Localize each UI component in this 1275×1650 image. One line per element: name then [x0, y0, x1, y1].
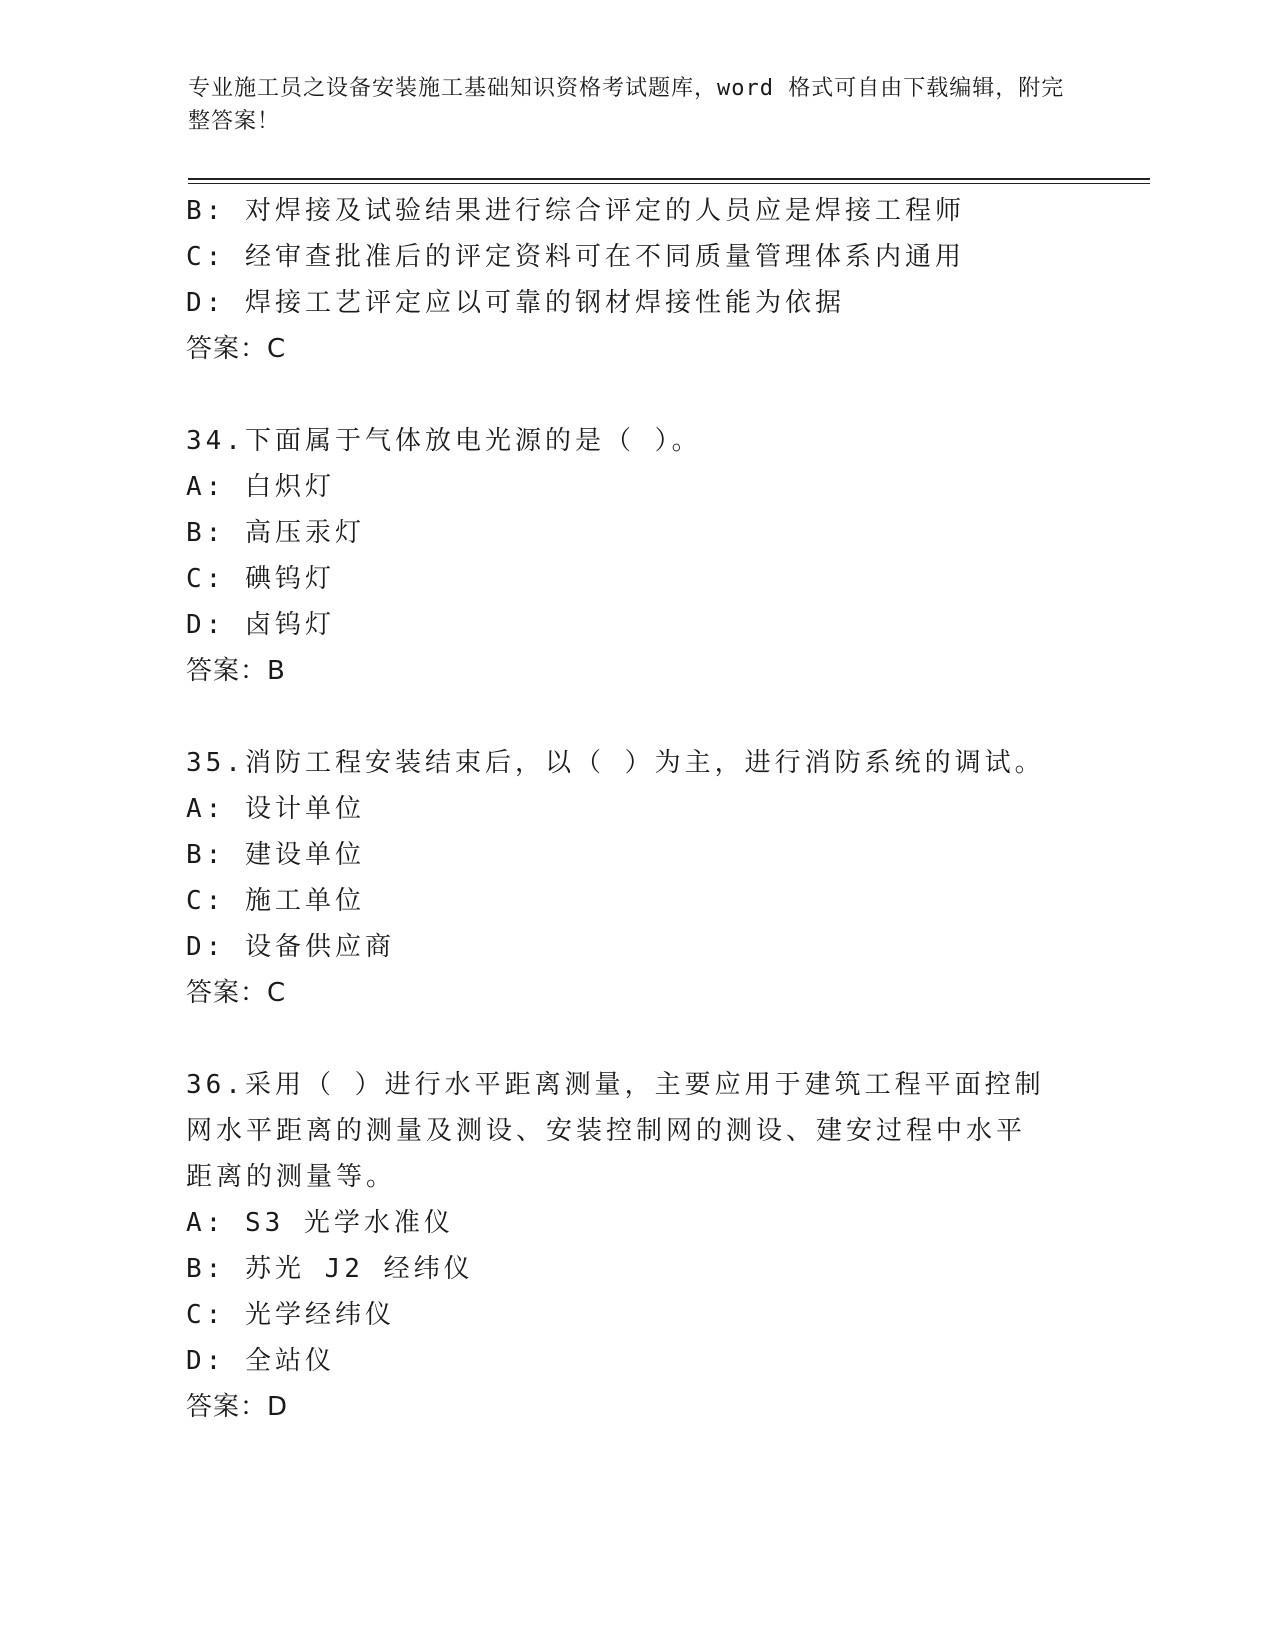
question-stem: 34.下面属于气体放电光源的是（ ）。 [186, 426, 702, 456]
option-a: A: 白炽灯 [186, 472, 335, 502]
option-a: A: 设计单位 [186, 794, 365, 824]
option-a: A: S3 光学水准仪 [186, 1208, 454, 1238]
option-c: C: 碘钨灯 [186, 564, 335, 594]
header-divider-thin [188, 183, 1150, 184]
option-d: D: 焊接工艺评定应以可靠的钢材焊接性能为依据 [186, 288, 845, 318]
spacer [186, 1016, 1086, 1062]
option-b: B: 对焊接及试验结果进行综合评定的人员应是焊接工程师 [186, 196, 965, 226]
spacer [186, 372, 1086, 418]
header-divider-thick [188, 178, 1150, 180]
option-b: B: 建设单位 [186, 840, 365, 870]
answer-line: 答案：C [186, 334, 287, 364]
option-d: D: 设备供应商 [186, 932, 395, 962]
question-block-34 [186, 418, 1086, 694]
answer-line: 答案：D [186, 1392, 289, 1422]
option-b: B: 高压汞灯 [186, 518, 365, 548]
option-c: C: 施工单位 [186, 886, 365, 916]
option-c: C: 光学经纬仪 [186, 1300, 395, 1330]
previous-question-block [186, 188, 1086, 372]
option-c: C: 经审查批准后的评定资料可在不同质量管理体系内通用 [186, 242, 965, 272]
question-content [186, 188, 1086, 1430]
answer-line: 答案：B [186, 656, 286, 686]
page-header: 专业施工员之设备安装施工基础知识资格考试题库，word 格式可自由下载编辑，附完整答案！ [188, 76, 1065, 134]
option-d: D: 全站仪 [186, 1346, 335, 1376]
answer-line: 答案：C [186, 978, 287, 1008]
question-block-36 [186, 1062, 1086, 1430]
option-d: D: 卤钨灯 [186, 610, 335, 640]
question-stem: 36.采用（ ）进行水平距离测量，主要应用于建筑工程平面控制网水平距离的测量及测设、安装控制网的测设、建安过程中水平距离的测量等。 [186, 1070, 1045, 1192]
question-stem: 35.消防工程安装结束后，以（ ）为主，进行消防系统的调试。 [186, 748, 1045, 778]
question-block-35 [186, 740, 1086, 1016]
option-b: B: 苏光 J2 经纬仪 [186, 1254, 474, 1284]
spacer [186, 694, 1086, 740]
